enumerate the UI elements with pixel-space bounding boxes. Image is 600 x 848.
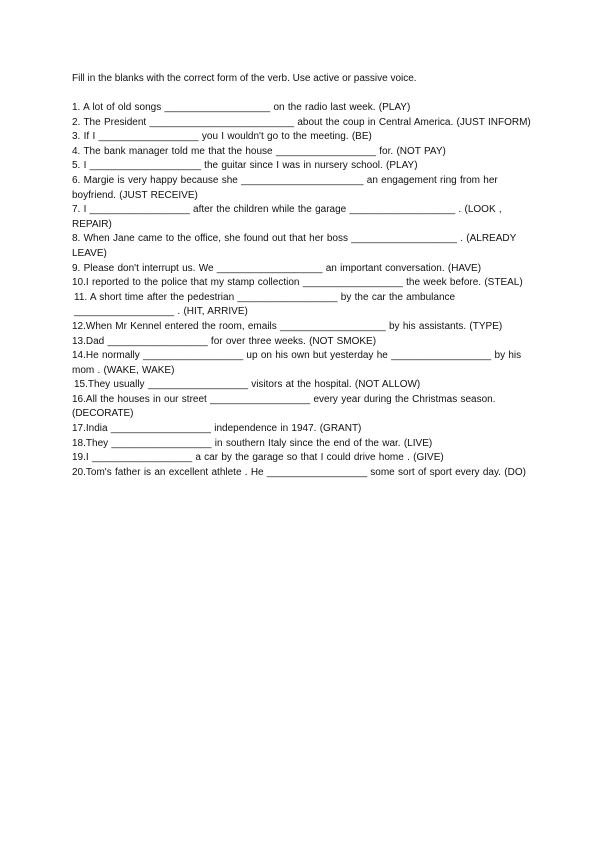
exercise-item-18: 18.They __________________ in southern Italy since the end of the war. (LIVE) xyxy=(72,437,433,449)
instructions-text: Fill in the blanks with the correct form of the verb. Use active or passive voice. xyxy=(72,73,417,84)
exercise-item-4: 4. The bank manager told me that the house __________________ for. (NOT PAY) xyxy=(72,145,446,157)
exercise-item-17: 17.India __________________ independence in 1947. (GRANT) xyxy=(72,423,362,435)
exercise-item-2: 2. The President __________________________ about the coup in Central America. (JUST INFORM) xyxy=(72,116,531,128)
exercise-item-11: 11. A short time after the pedestrian __________________ by the car the ambulance __________________ . (HIT, ARRIVE) xyxy=(74,291,456,318)
exercise-list xyxy=(72,101,542,480)
exercise-item-12: 12.When Mr Kennel entered the room, emails ___________________ by his assistants. (TYPE) xyxy=(72,320,503,332)
exercise-item-5: 5. I ____________________ the guitar since I was in nursery school. (PLAY) xyxy=(72,160,418,172)
exercise-item-19: 19.I __________________ a car by the garage so that I could drive home . (GIVE) xyxy=(72,452,444,464)
exercise-item-20: 20.Tom's father is an excellent athlete . He __________________ some sort of sport every day. (DO) xyxy=(72,466,526,478)
exercise-item-16: 16.All the houses in our street __________________ every year during the Christmas season. (DECORATE) xyxy=(72,393,496,420)
exercise-item-8: 8. When Jane came to the office, she found out that her boss ___________________ . (ALREADY LEAVE) xyxy=(72,233,517,259)
exercise-item-15: 15.They usually __________________ visitors at the hospital. (NOT ALLOW) xyxy=(74,379,421,391)
exercise-item-7: 7. I __________________ after the children while the garage ___________________ . (LOOK , REPAIR) xyxy=(72,204,502,230)
exercise-item-14: 14.He normally __________________ up on his own but yesterday he __________________ by his mom . (WAKE, WAKE) xyxy=(72,350,522,376)
exercise-item-9: 9. Please don't interrupt us. We ___________________ an important conversation. (HAVE) xyxy=(72,262,482,274)
exercise-item-6: 6. Margie is very happy because she ______________________ an engagement ring from her boyfriend. (JUST RECEIVE) xyxy=(72,174,498,201)
exercise-item-13: 13.Dad __________________ for over three weeks. (NOT SMOKE) xyxy=(72,335,377,347)
exercise-item-1: 1. A lot of old songs ___________________ on the radio last week. (PLAY) xyxy=(72,102,411,113)
exercise-item-3: 3. If I __________________ you I wouldn't go to the meeting. (BE) xyxy=(72,131,372,143)
exercise-item-10: 10.I reported to the police that my stamp collection __________________ the week before. (STEAL) xyxy=(72,277,523,289)
